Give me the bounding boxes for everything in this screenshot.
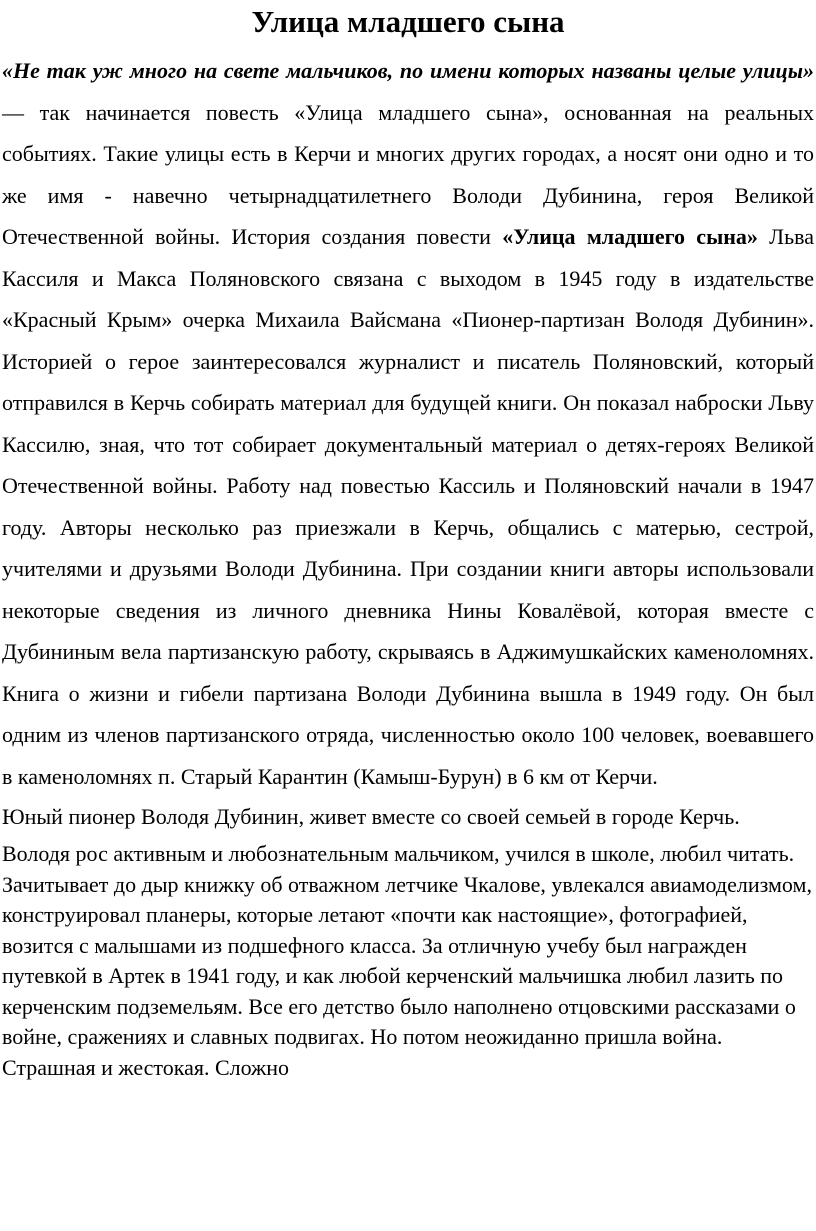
lead-quote: «Не так уж много на свете мальчиков, по имени которых названы целые улицы» — [2, 58, 814, 83]
paragraph-childhood: Володя рос активным и любознательным мальчиком, учился в школе, любил читать. Зачитывает до дыр книжку об отважном летчике Чкалове, увлекался авиамоделизмом, конструировал планеры, которые летают «почти как настоящие», фотографией, возится с малышами из подшефного класса. За отличную учебу был награжден путевкой в Артек в 1941 году, и как любой керченский мальчишка любил лазить по керченским подземельям. Все его детство было наполнено отцовскими рассказами о войне, сражениях и славных подвигах. Но потом неожиданно пришла война. Страшная и жестокая. Сложно — [2, 841, 812, 1080]
paragraph-intro-text-a: — так начинается повесть «Улица младшего сына», основанная на реальных событиях. Такие улицы есть в Керчи и многих других городах, а носят они одно и то же имя - навечно четырнадцатилетнего Володи Дубинина, героя Великой Отечественной войны. История создания повести — [2, 99, 814, 249]
paragraph-intro-text-b: Льва Кассиля и Макса Поляновского связана с выходом в 1945 году в издательстве «Красный Крым» очерка Михаила Вайсмана «Пионер-партизан Володя Дубинин». Историей о герое заинтересовался журналист и писатель Поляновский, который отправился в Керчь собирать материал для будущей книги. Он показал наброски Льву Кассилю, зная, что тот собирает документальный материал о детях-героях Великой Отечественной войны. Работу над повестью Кассиль и Поляновский начали в 1947 году. Авторы несколько раз приезжали в Керчь, общались с матерью, сестрой, учителями и друзьями Володи Дубинина. При создании книги авторы использовали некоторые сведения из личного дневника Нины Ковалёвой, которая вместе с Дубининым вела партизанскую работу, скрываясь в Аджимушкайских каменоломнях. Книга о жизни и гибели партизана Володи Дубинина вышла в 1949 году. Он был одним из членов партизанского отряда, численностью около 100 человек, воевавшего в каменоломнях п. Старый Карантин (Камыш-Бурун) в 6 км от Керчи. — [2, 224, 814, 789]
document-title: Улица младшего сына — [251, 4, 565, 39]
book-title-bold: «Улица младшего сына» — [502, 224, 758, 249]
paragraph-pioneer: Юный пионер Володя Дубинин, живет вместе со своей семьей в городе Керчь. — [2, 804, 740, 829]
paragraph-intro — [2, 50, 814, 797]
